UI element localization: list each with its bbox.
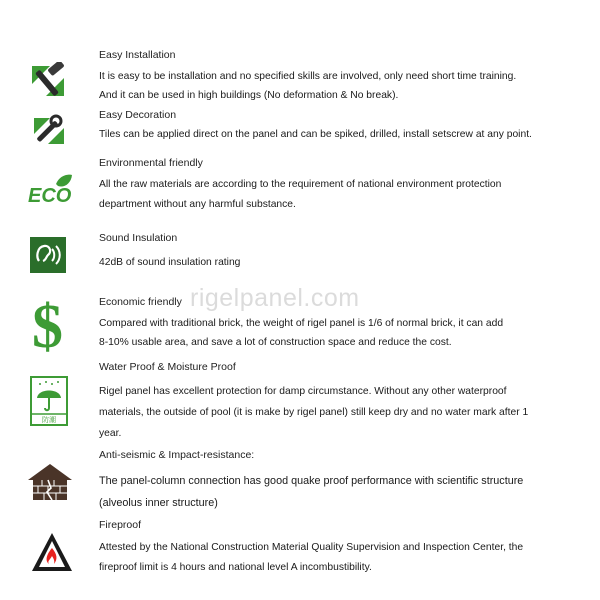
feature-description: [99, 254, 549, 271]
description-line: Attested by the National Construction Material Quality Supervision and Inspection Center, the: [99, 542, 524, 553]
feature-title: Economic friendly: [99, 296, 182, 308]
description-line: The panel-column connection has good quake proof performance with scientific structure: [99, 475, 524, 487]
svg-text:$: $: [32, 293, 63, 355]
svg-text:ECO: ECO: [28, 185, 72, 206]
icon-caption: 防潮: [42, 417, 56, 424]
feature-title: Sound Insulation: [99, 232, 178, 244]
feature-title: Fireproof: [99, 519, 142, 531]
description-line: department without any harmful substance.: [99, 199, 296, 210]
feature-description: [99, 538, 549, 578]
description-line: And it can be used in high buildings (No deformation & No break).: [99, 90, 399, 101]
description-line: 8-10% usable area, and save a lot of construction space and reduce the cost.: [99, 337, 452, 348]
dollar-icon: [30, 293, 70, 355]
description-line: (alveolus inner structure): [99, 497, 218, 509]
hammer-icon: [28, 62, 68, 100]
description-line: Rigel panel has excellent protection for damp circumstance. Without any other waterproof: [99, 386, 507, 397]
description-line: It is easy to be installation and no specified skills are involved, only need short time training.: [99, 71, 517, 82]
eco-leaf-icon: [26, 172, 74, 206]
description-line: materials, the outside of pool (it is make by rigel panel) still keep dry and no water mark after 1: [99, 407, 529, 418]
watermark: rigelpanel.com: [190, 284, 360, 312]
feature-title: Water Proof & Moisture Proof: [99, 361, 236, 373]
description-line: Tiles can be applied direct on the panel and can be spiked, drilled, install setscrew at any point.: [99, 129, 532, 140]
feature-description: [99, 314, 549, 352]
fire-warning-icon: [30, 530, 74, 574]
feature-title: Anti-seismic & Impact-resistance:: [99, 449, 255, 461]
description-line: Compared with traditional brick, the weight of rigel panel is 1/6 of normal brick, it can add: [99, 318, 504, 329]
feature-title: Easy Installation: [99, 49, 176, 61]
feature-description: [99, 126, 549, 143]
umbrella-icon: [30, 376, 68, 426]
feature-description: [99, 175, 549, 215]
feature-title: Environmental friendly: [99, 157, 203, 169]
description-line: fireproof limit is 4 hours and national level A incombustibility.: [99, 562, 372, 573]
brick-house-icon: [28, 462, 72, 502]
feature-description: [99, 470, 549, 514]
wrench-icon: [28, 114, 68, 146]
description-line: All the raw materials are according to the requirement of national environment protection: [99, 179, 502, 190]
feature-title: Easy Decoration: [99, 109, 177, 121]
feature-description: [99, 381, 549, 444]
description-line: year.: [99, 428, 122, 439]
ear-sound-icon: [30, 237, 66, 273]
feature-description: [99, 67, 549, 105]
description-line: 42dB of sound insulation rating: [99, 257, 241, 268]
